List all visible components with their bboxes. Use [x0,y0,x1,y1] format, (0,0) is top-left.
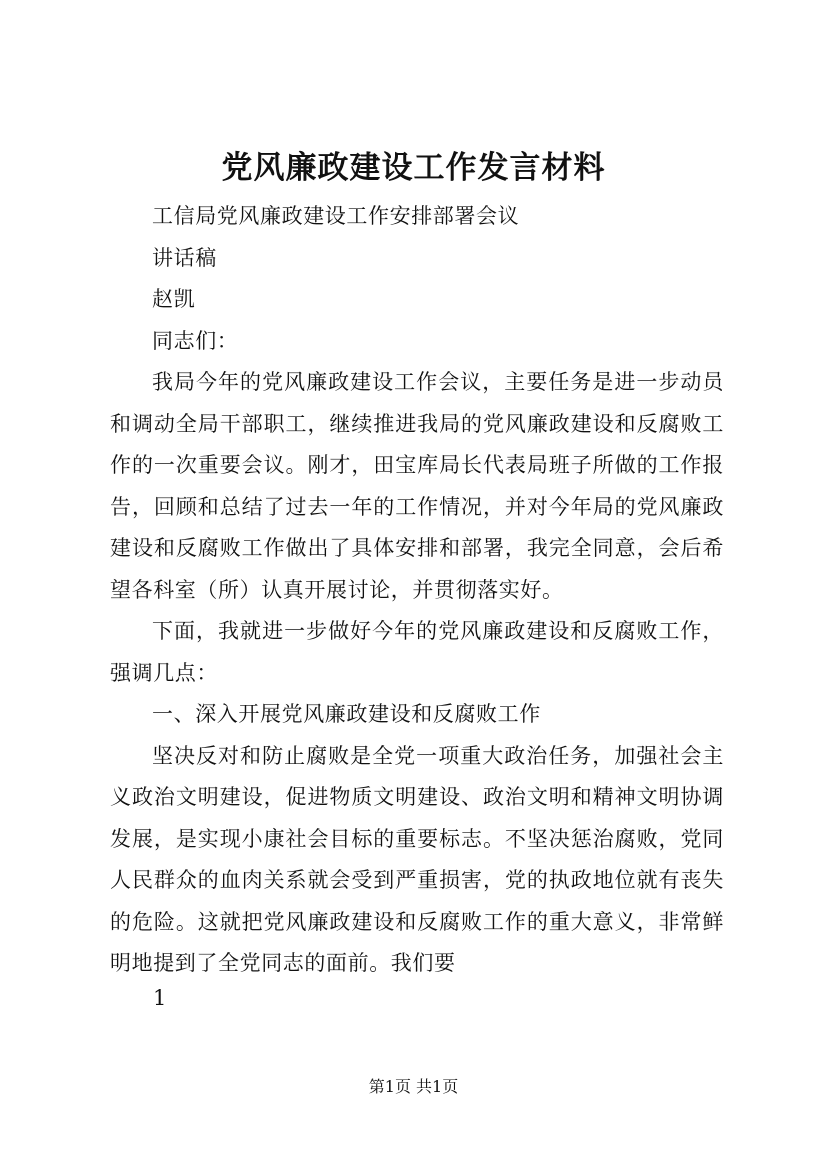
body-paragraph-transition: 下面，我就进一步做好今年的党风廉政建设和反腐败工作，强调几点： [110,619,724,685]
document-title: 党风廉政建设工作发言材料 [221,150,606,186]
document-body [110,196,724,985]
page-footer: 第1页 共1页 [368,1077,459,1096]
body-paragraph-section-one: 坚决反对和防止腐败是全党一项重大政治任务，加强社会主义政治文明建设，促进物质文明建设、政治文明和精神文明协调发展，是实现小康社会目标的重要标志。不坚决惩治腐败，党同人民群众的血肉关系就会受到严重损害，党的执政地位就有丧失的危险。这就把党风廉政建设和反腐败工作的重大意义，非常鲜明地提到了全党同志的面前。我们要 [110,743,724,975]
body-paragraph-intro: 我局今年的党风廉政建设工作会议，主要任务是进一步动员和调动全局干部职工，继续推进我局的党风廉政建设和反腐败工作的一次重要会议。刚才，田宝库局长代表局班子所做的工作报告，回顾和总结了过去一年的工作情况，并对今年局的党风廉政建设和反腐败工作做出了具体安排和部署，我完全同意，会后希望各科室（所）认真开展讨论，并贯彻落实好。 [110,370,724,602]
subtitle-line-2: 讲话稿 [152,245,217,270]
speaker-name: 赵凯 [152,287,196,311]
subtitle-line: 工信局党风廉政建设工作安排部署会议 [152,204,520,228]
page-number-marker: 1 [153,986,167,1010]
salutation: 同志们： [152,328,239,353]
section-heading: 一、深入开展党风廉政建设和反腐败工作 [152,702,541,726]
